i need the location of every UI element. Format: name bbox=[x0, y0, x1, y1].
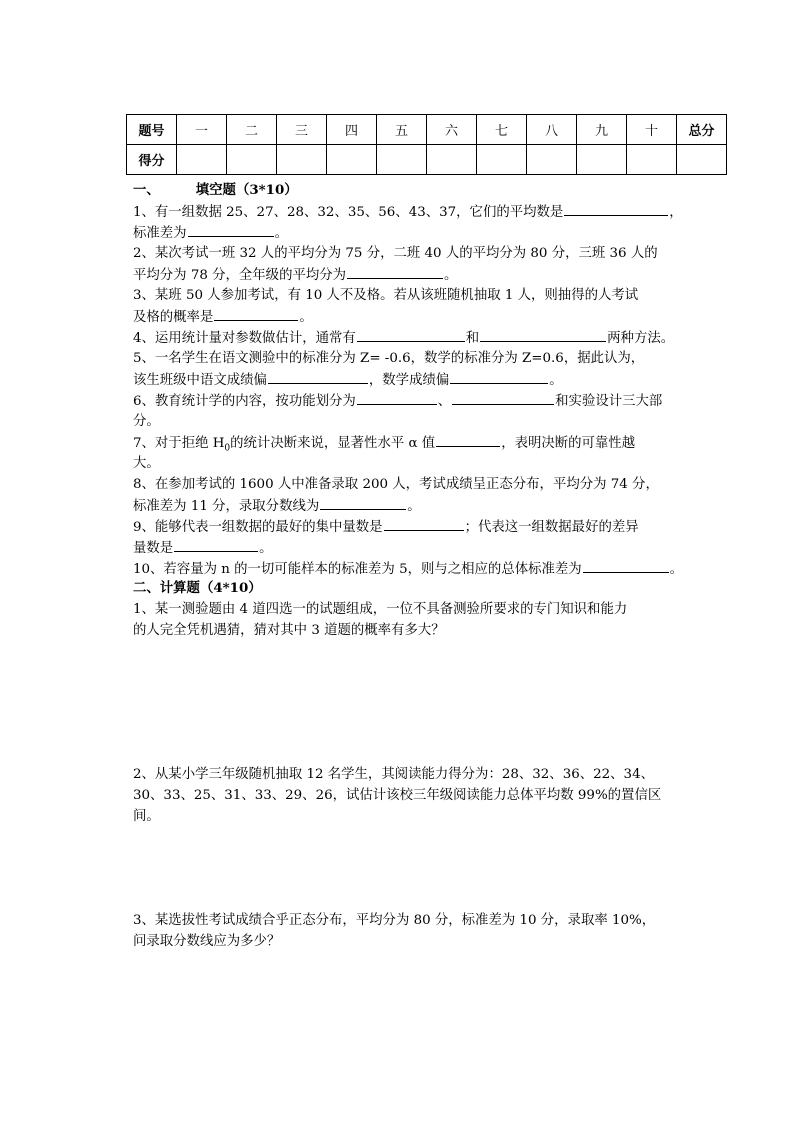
calc-question-3-line-2 bbox=[133, 931, 280, 952]
question-text: ，表明决断的可靠性越 bbox=[501, 436, 636, 451]
punctuation: 。 bbox=[259, 541, 273, 556]
answer-blank[interactable] bbox=[452, 390, 554, 405]
punctuation: 。 bbox=[669, 562, 684, 577]
punctuation: 。 bbox=[274, 226, 288, 241]
score-cell[interactable] bbox=[477, 145, 527, 175]
question-text: 该生班级中语文成绩偏 bbox=[133, 373, 267, 388]
table-cell-q5: 五 bbox=[377, 115, 427, 145]
subscript: 0 bbox=[224, 443, 231, 454]
question-text: 3、某班 50 人参加考试，有 10 人不及格。若从该班随机抽取 1 人，则抽得的人考试 bbox=[133, 288, 639, 303]
answer-blank[interactable] bbox=[480, 327, 606, 342]
answer-blank[interactable] bbox=[268, 369, 368, 384]
question-7-line-2 bbox=[133, 453, 160, 474]
question-text: ；代表这一组数据最好的差异 bbox=[464, 520, 639, 535]
calc-question-2-line-3 bbox=[133, 806, 160, 827]
question-7-line-1 bbox=[133, 432, 635, 453]
question-text: 大。 bbox=[133, 456, 160, 471]
section-1-number: 一、 bbox=[133, 182, 160, 198]
punctuation: 。 bbox=[407, 499, 421, 514]
score-cell[interactable] bbox=[377, 145, 427, 175]
calc-question-1-line-1 bbox=[133, 599, 627, 620]
question-text: 和实验设计三大部 bbox=[555, 394, 663, 409]
question-1-line-1 bbox=[133, 201, 683, 222]
question-text: 5、一名学生在语文测验中的标准分为 Z= -0.6，数学的标准分为 Z=0.6，据此认为， bbox=[133, 351, 645, 366]
question-text: 9、能够代表一组数据的最好的集中量数是 bbox=[133, 520, 383, 535]
question-text: 和 bbox=[465, 331, 480, 346]
answer-blank[interactable] bbox=[347, 264, 443, 279]
question-5-line-2 bbox=[133, 369, 563, 390]
question-3-line-2 bbox=[133, 306, 313, 327]
punctuation: 。 bbox=[444, 268, 458, 283]
question-text: 间。 bbox=[133, 809, 160, 824]
score-cell[interactable] bbox=[427, 145, 477, 175]
question-text: 及格的概率是 bbox=[133, 310, 214, 325]
score-cell[interactable] bbox=[627, 145, 677, 175]
question-text: 的人完全凭机遇猜，猜对其中 3 道题的概率有多大？ bbox=[133, 623, 445, 638]
section-2-title: 二、计算题（4*10） bbox=[133, 580, 262, 596]
section-2-heading bbox=[133, 578, 262, 599]
answer-blank[interactable] bbox=[357, 327, 465, 342]
table-cell-q4: 四 bbox=[327, 115, 377, 145]
question-text: 6、教育统计学的内容，按功能划分为 bbox=[133, 394, 356, 409]
score-cell[interactable] bbox=[527, 145, 577, 175]
table-cell-q10: 十 bbox=[627, 115, 677, 145]
question-text: 10、若容量为 n 的一切可能样本的标准差为 5，则与之相应的总体标准差为 bbox=[133, 562, 582, 577]
question-text: 30、33、25、31、33、29、26，试估计该校三年级阅读能力总体平均数 99%的置信区 bbox=[133, 788, 662, 803]
score-table bbox=[126, 114, 727, 175]
table-cell-q6: 六 bbox=[427, 115, 477, 145]
answer-blank[interactable] bbox=[214, 306, 298, 321]
question-text: 标准差为 11 分，录取分数线为 bbox=[133, 499, 320, 514]
question-9-line-1 bbox=[133, 516, 639, 537]
table-cell-q8: 八 bbox=[527, 115, 577, 145]
answer-blank[interactable] bbox=[450, 369, 548, 384]
question-text: 两种方法。 bbox=[607, 331, 675, 346]
question-text: 1、某一测验题由 4 道四选一的试题组成，一位不具备测验所要求的专门知识和能力 bbox=[133, 602, 628, 617]
score-cell[interactable] bbox=[327, 145, 377, 175]
question-text: 量数是 bbox=[133, 541, 174, 556]
calc-question-3-line-1 bbox=[133, 910, 655, 931]
question-text: 8、在参加考试的 1600 人中准备录取 200 人，考试成绩呈正态分布，平均分为 74 分， bbox=[133, 477, 659, 492]
calc-question-2-line-1 bbox=[133, 764, 654, 785]
score-table-score-row bbox=[127, 145, 727, 175]
question-text: 2、从某小学三年级随机抽取 12 名学生，其阅读能力得分为：28、32、36、22、34、 bbox=[133, 767, 654, 782]
question-text: ，数学成绩偏 bbox=[368, 373, 450, 388]
question-8-line-2 bbox=[133, 495, 421, 516]
question-6-line-2 bbox=[133, 411, 160, 432]
question-9-line-2 bbox=[133, 537, 273, 558]
question-text: 平均分为 78 分，全年级的平均分为 bbox=[133, 268, 347, 283]
question-text: 7、对于拒绝 H bbox=[133, 436, 225, 451]
answer-blank[interactable] bbox=[320, 495, 406, 510]
question-text: 1、有一组数据 25、27、28、32、35、56、43、37，它们的平均数是 bbox=[133, 205, 564, 220]
answer-blank[interactable] bbox=[564, 201, 668, 216]
answer-blank[interactable] bbox=[436, 432, 500, 447]
answer-blank[interactable] bbox=[384, 516, 464, 531]
section-1-heading bbox=[133, 180, 298, 201]
question-6-line-1 bbox=[133, 390, 662, 411]
score-cell[interactable] bbox=[277, 145, 327, 175]
answer-blank[interactable] bbox=[357, 390, 437, 405]
table-cell-total-label: 总分 bbox=[677, 115, 727, 145]
question-8-line-1 bbox=[133, 474, 659, 495]
score-cell[interactable] bbox=[227, 145, 277, 175]
table-cell-q9: 九 bbox=[577, 115, 627, 145]
score-table-header-row bbox=[127, 115, 727, 145]
question-2-line-2 bbox=[133, 264, 457, 285]
question-text: 的统计决断来说，显著性水平 α 值 bbox=[230, 436, 436, 451]
table-cell-q2: 二 bbox=[227, 115, 277, 145]
table-cell-q7: 七 bbox=[477, 115, 527, 145]
calc-question-1-line-2 bbox=[133, 620, 445, 641]
table-cell-question-label: 题号 bbox=[127, 115, 177, 145]
question-text: 问录取分数线应为多少？ bbox=[133, 934, 281, 949]
question-3-line-1 bbox=[133, 285, 638, 306]
question-text: 分。 bbox=[133, 414, 160, 429]
score-cell[interactable] bbox=[577, 145, 627, 175]
punctuation: 。 bbox=[299, 310, 313, 325]
table-cell-score-label: 得分 bbox=[127, 145, 177, 175]
punctuation: 、 bbox=[437, 394, 452, 409]
answer-blank[interactable] bbox=[583, 558, 669, 573]
punctuation: ， bbox=[669, 205, 683, 220]
question-1-line-2 bbox=[133, 222, 288, 243]
question-text: 4、运用统计量对参数做估计，通常有 bbox=[133, 331, 356, 346]
question-2-line-1 bbox=[133, 243, 658, 264]
question-text: 3、某选拔性考试成绩合乎正态分布，平均分为 80 分，标准差为 10 分，录取率 10%， bbox=[133, 913, 656, 928]
answer-blank[interactable] bbox=[188, 222, 274, 237]
punctuation: 。 bbox=[549, 373, 563, 388]
question-text: 标准差为 bbox=[133, 226, 187, 241]
answer-blank[interactable] bbox=[174, 537, 258, 552]
question-text: 2、某次考试一班 32 人的平均分为 75 分，二班 40 人的平均分为 80 分，三班 36 人的 bbox=[133, 246, 658, 261]
table-cell-q1: 一 bbox=[177, 115, 227, 145]
question-5-line-1 bbox=[133, 348, 644, 369]
table-cell-q3: 三 bbox=[277, 115, 327, 145]
calc-question-2-line-2 bbox=[133, 785, 661, 806]
section-1-title: 填空题（3*10） bbox=[195, 182, 298, 198]
score-cell[interactable] bbox=[177, 145, 227, 175]
question-10-line-1 bbox=[133, 558, 683, 579]
question-4-line-1 bbox=[133, 327, 674, 348]
score-cell[interactable] bbox=[677, 145, 727, 175]
